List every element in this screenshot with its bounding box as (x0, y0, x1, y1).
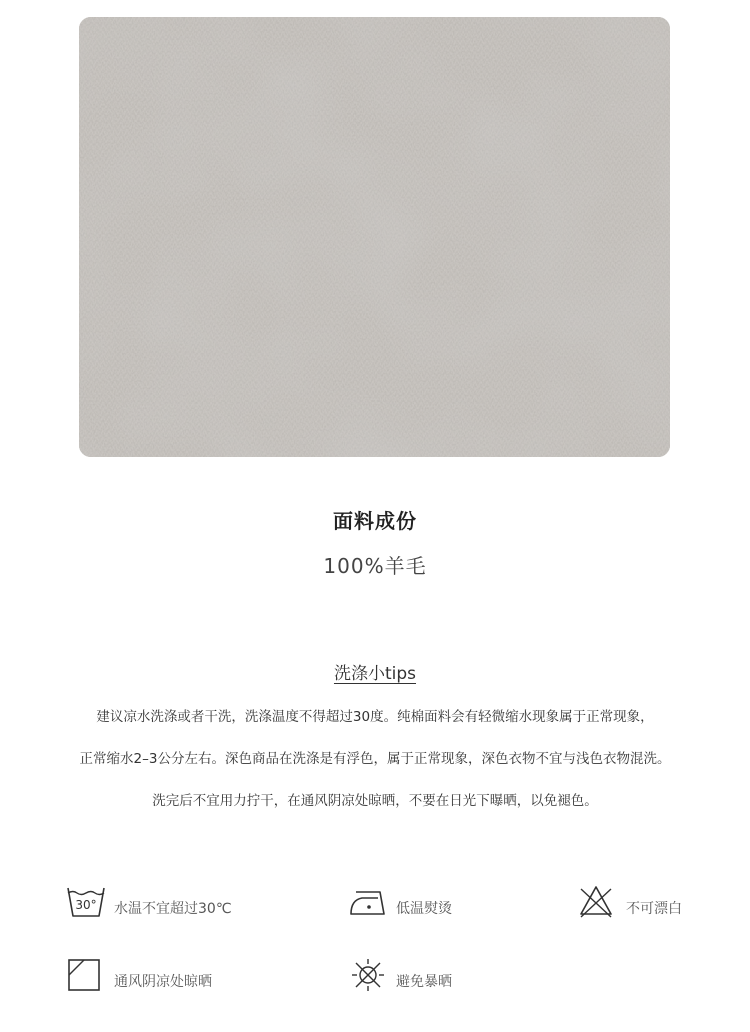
care-item-dry-shade (66, 955, 212, 995)
fabric-composition-value: 100%羊毛 (323, 554, 427, 578)
care-label-dry-shade: 通风阴凉处晾晒 (114, 974, 212, 990)
care-label-no-bleach: 不可漂白 (626, 901, 682, 917)
care-label-iron: 低温熨烫 (396, 901, 452, 917)
washing-tips-title (0, 659, 750, 684)
no-sun-exposure-icon (348, 957, 388, 993)
care-item-no-sun (348, 955, 452, 995)
washing-tips-title-text: 洗涤小tips (333, 664, 417, 684)
wash-basin-30-icon (66, 884, 106, 920)
fabric-texture-image (79, 17, 670, 457)
care-item-wash-temp (66, 882, 232, 922)
washing-tip-line: 建议凉水洗涤或者干洗，洗涤温度不得超过30度。纯棉面料会有轻微缩水现象属于正常现象， (96, 709, 654, 725)
iron-low-temp-icon (348, 884, 388, 920)
care-item-iron (348, 882, 452, 922)
dry-in-shade-icon (66, 957, 106, 993)
no-bleach-icon (578, 884, 618, 920)
care-item-no-bleach (578, 882, 682, 922)
washing-tip-line: 洗完后不宜用力拧干，在通风阴凉处晾晒，不要在日光下曝晒，以免褪色。 (152, 793, 598, 809)
care-label-no-sun: 避免暴晒 (396, 974, 452, 990)
wash-temp-badge: 30° (75, 898, 97, 912)
washing-tip-line: 正常缩水2–3公分左右。深色商品在洗涤是有浮色，属于正常现象，深色衣物不宜与浅色衣物混洗。 (79, 751, 671, 767)
fabric-composition-title: 面料成份 (333, 509, 417, 533)
care-label-wash-temp: 水温不宜超过30℃ (114, 901, 232, 917)
